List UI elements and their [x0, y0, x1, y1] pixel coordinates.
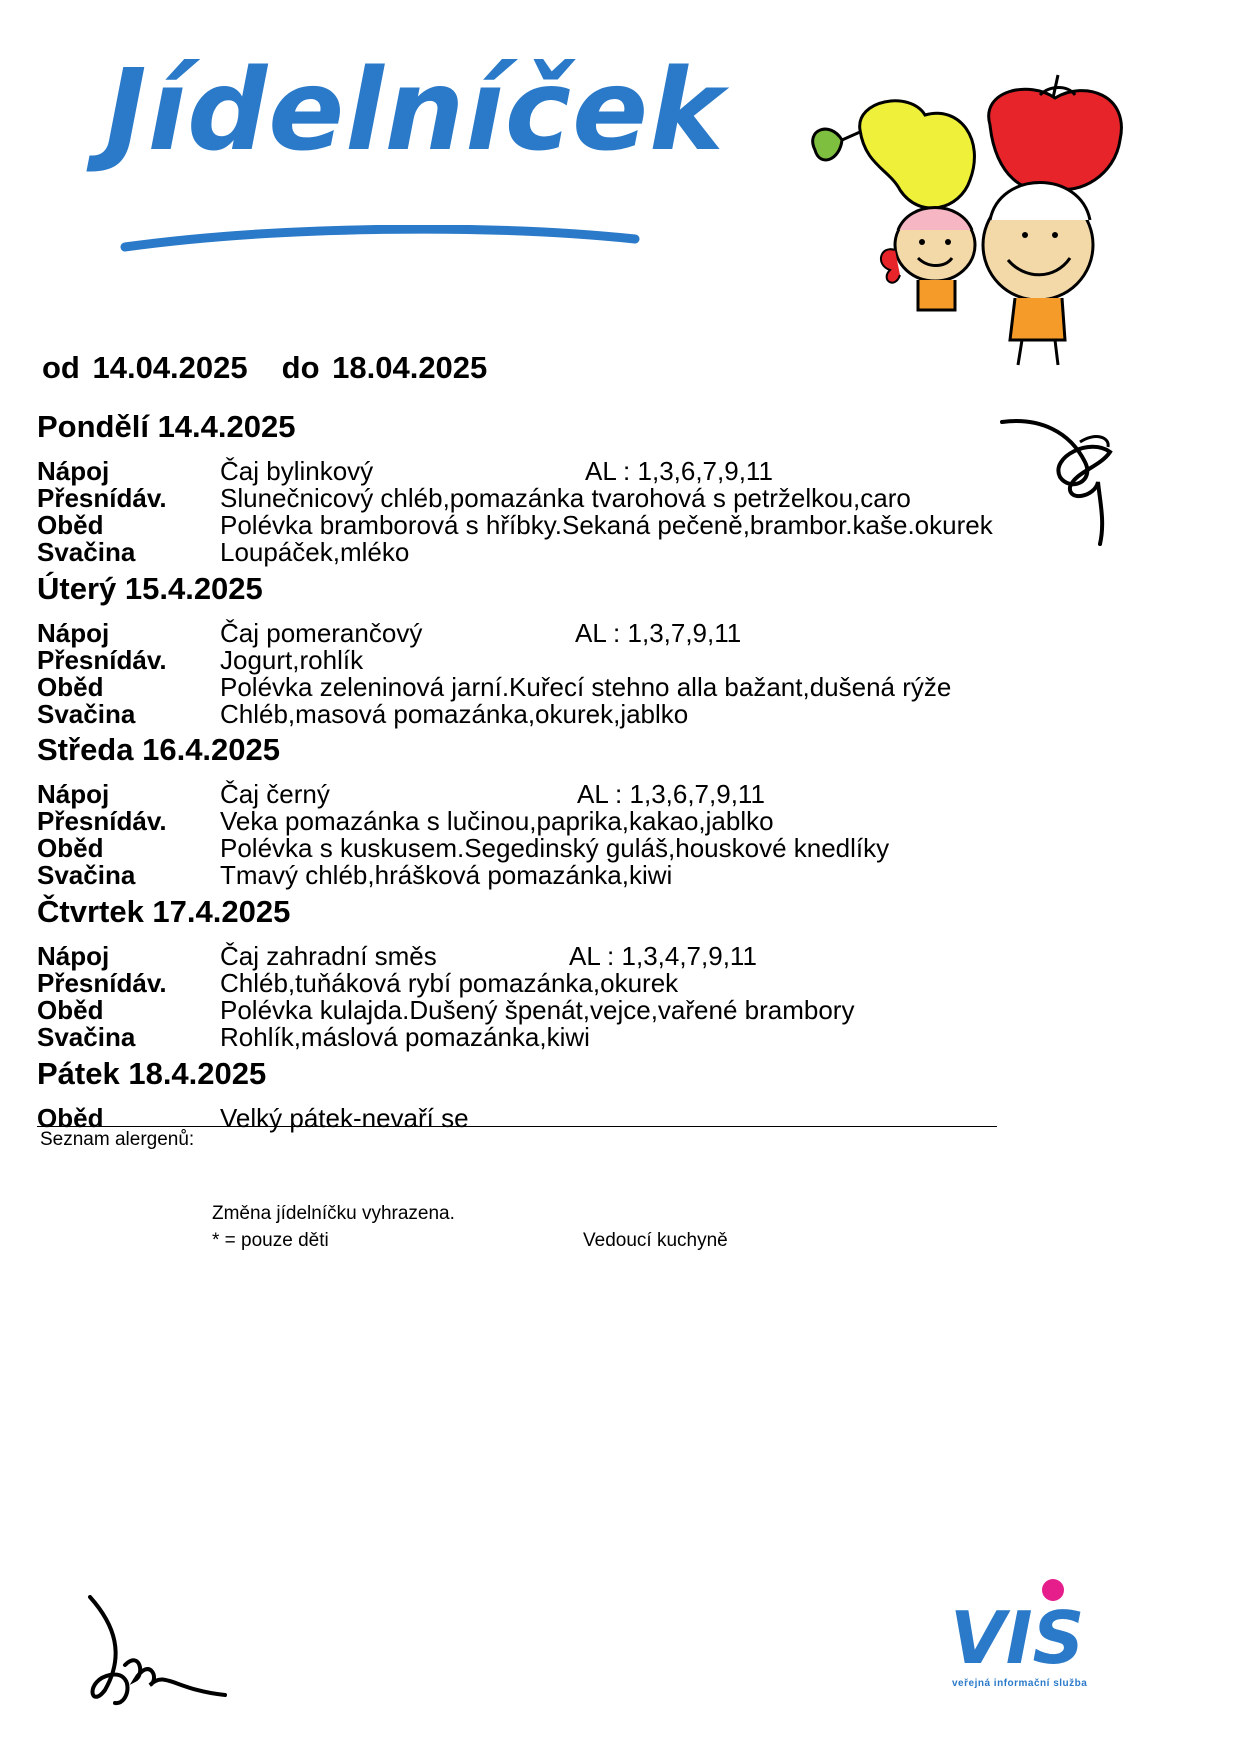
allergen-code: AL : 1,3,7,9,11 [575, 618, 742, 648]
day-block-monday [37, 408, 1197, 566]
row-label: Oběd [37, 1103, 104, 1133]
row-text: Polévka s kuskusem.Segedinský guláš,houskové knedlíky [220, 833, 890, 863]
signature-mark [85, 1595, 235, 1710]
row-label: Svačina [37, 860, 136, 890]
menu-row [37, 997, 1197, 1024]
pear-icon [860, 101, 975, 208]
menu-row [37, 674, 1197, 701]
row-text: Čaj zahradní směs [220, 941, 437, 971]
divider-line [37, 1126, 997, 1127]
menu-row [37, 620, 1197, 647]
row-text: Polévka zeleninová jarní.Kuřecí stehno alla bažant,dušená rýže [220, 672, 952, 702]
date-range [42, 350, 487, 386]
menu-row [37, 647, 1197, 674]
row-text: Rohlík,máslová pomazánka,kiwi [220, 1022, 590, 1052]
row-text: Čaj černý [220, 779, 330, 809]
boy-figure [983, 183, 1093, 366]
row-text: Slunečnicový chléb,pomazánka tvarohová s petrželkou,caro [220, 483, 911, 513]
row-text: Tmavý chléb,hrášková pomazánka,kiwi [220, 860, 673, 890]
row-label: Nápoj [37, 456, 110, 486]
row-label: Přesnídáv. [37, 968, 167, 998]
allergen-code: AL : 1,3,6,7,9,11 [577, 779, 765, 809]
day-heading: Pondělí 14.4.2025 [37, 409, 296, 444]
row-label: Nápoj [37, 779, 110, 809]
row-text: Polévka bramborová s hříbky.Sekaná pečeně,brambor.kaše.okurek [220, 510, 993, 540]
day-heading: Úterý 15.4.2025 [37, 571, 263, 606]
day-heading: Pátek 18.4.2025 [37, 1056, 267, 1091]
row-label: Svačina [37, 699, 136, 729]
day-heading: Středa 16.4.2025 [37, 732, 281, 767]
row-label: Svačina [37, 1022, 136, 1052]
row-label: Přesnídáv. [37, 806, 167, 836]
row-label: Oběd [37, 672, 104, 702]
menu-row [37, 701, 1197, 728]
row-label: Nápoj [37, 618, 110, 648]
menu-row [37, 862, 1197, 889]
date-from: od 14.04.2025 [42, 350, 248, 385]
menu-row [37, 1024, 1197, 1051]
menu-row [37, 458, 1197, 485]
menu-change-note: Změna jídelníčku vyhrazena. [212, 1203, 455, 1224]
row-text: Loupáček,mléko [220, 537, 410, 567]
logo-text: VIS [950, 1596, 1085, 1675]
row-text: Čaj pomerančový [220, 618, 423, 648]
kids-only-note: * = pouze děti [212, 1230, 329, 1251]
day-heading: Čtvrtek 17.4.2025 [37, 894, 291, 929]
menu-row [37, 485, 1197, 512]
row-text: Čaj bylinkový [220, 456, 374, 486]
menu-row [37, 1105, 1197, 1132]
allergen-code: AL : 1,3,4,7,9,11 [569, 941, 757, 971]
menu-row [37, 970, 1197, 997]
menu-row [37, 835, 1197, 862]
row-label: Oběd [37, 833, 104, 863]
row-text: Veka pomazánka s lučinou,paprika,kakao,jablko [220, 806, 774, 836]
row-text: Chléb,masová pomazánka,okurek,jablko [220, 699, 689, 729]
menu-row [37, 808, 1197, 835]
allergen-list-label: Seznam alergenů: [40, 1129, 195, 1150]
menu-row [37, 781, 1197, 808]
row-label: Přesnídáv. [37, 483, 167, 513]
menu-row [37, 539, 1197, 566]
row-label: Přesnídáv. [37, 645, 167, 675]
row-text: Velký pátek-nevaří se [220, 1103, 469, 1133]
apple-icon [989, 75, 1122, 190]
logo-tagline: veřejná informační služba [952, 1678, 1088, 1689]
row-text: Jogurt,rohlík [220, 645, 364, 675]
title-underline [120, 225, 640, 255]
row-label: Nápoj [37, 941, 110, 971]
day-block-tuesday [37, 570, 1197, 728]
row-label: Oběd [37, 510, 104, 540]
girl-figure [881, 208, 975, 311]
day-block-thursday [37, 893, 1197, 1051]
row-label: Svačina [37, 537, 136, 567]
menu-row [37, 512, 1197, 539]
menu-row [37, 943, 1197, 970]
page-title: Jídelníček [105, 46, 725, 176]
day-block-friday [37, 1055, 1197, 1132]
vis-logo [950, 1575, 1130, 1675]
day-block-wednesday [37, 731, 1197, 889]
date-to: do 18.04.2025 [281, 350, 488, 385]
leaf-icon [813, 129, 860, 160]
head-cook-label: Vedoucí kuchyně [583, 1230, 728, 1251]
row-text: Polévka kulajda.Dušený špenát,vejce,vařené brambory [220, 995, 855, 1025]
row-text: Chléb,tuňáková rybí pomazánka,okurek [220, 968, 679, 998]
kids-illustration [800, 70, 1130, 380]
row-label: Oběd [37, 995, 104, 1025]
allergen-code: AL : 1,3,6,7,9,11 [585, 456, 773, 486]
